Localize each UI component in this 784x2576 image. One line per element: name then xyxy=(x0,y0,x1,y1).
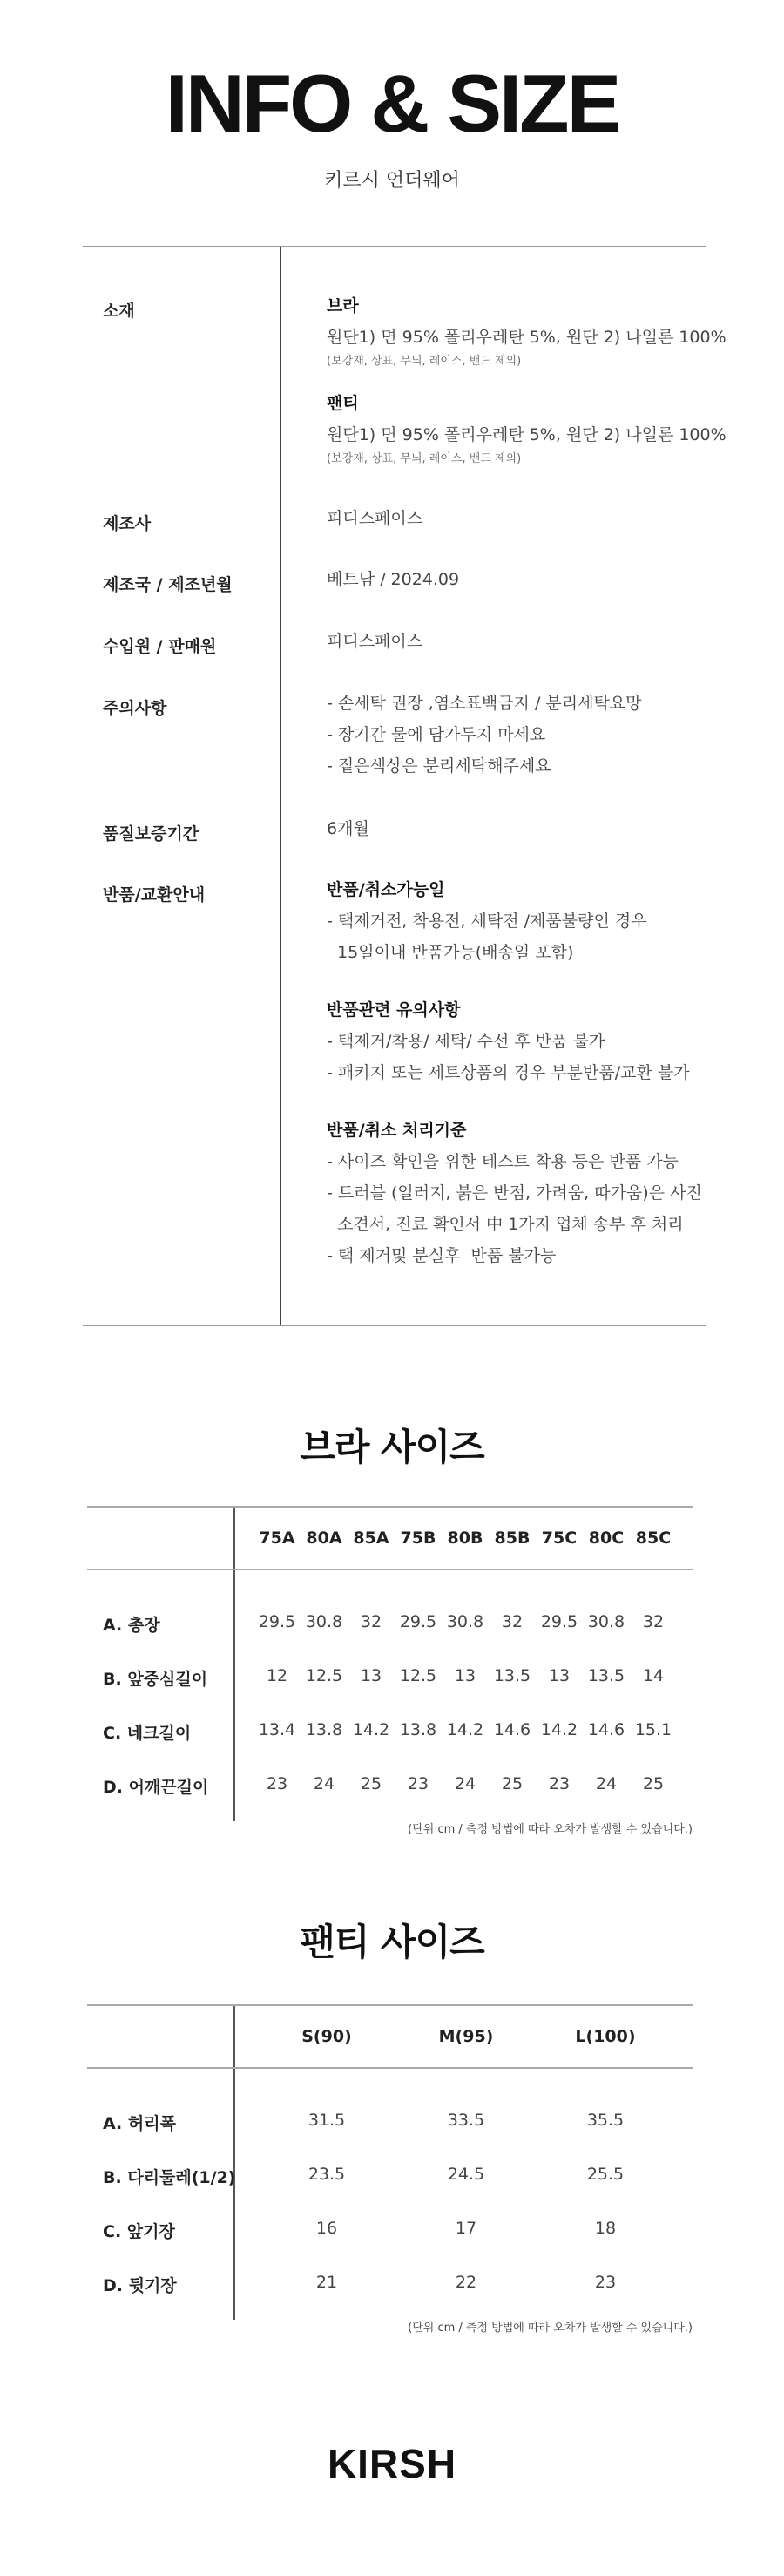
bra-size-title: 브라 사이즈 xyxy=(300,1426,484,1468)
bra-size-col: 75A xyxy=(259,1529,295,1548)
table-cell: 23 xyxy=(407,1774,429,1793)
table-cell: 13 xyxy=(548,1666,571,1685)
material-panty-note: (보강재, 상표, 무늬, 레이스, 밴드 제외) xyxy=(327,452,522,465)
table-cell: 23.5 xyxy=(308,2165,346,2184)
table-cell: 22 xyxy=(455,2273,477,2292)
returns-section-title: 반품/취소가능일 xyxy=(327,880,445,899)
column-divider xyxy=(280,247,281,1325)
table-cell: 18 xyxy=(594,2219,617,2238)
material-label: 소재 xyxy=(103,302,135,321)
table-cell: 32 xyxy=(642,1612,665,1631)
table-cell: 23 xyxy=(594,2273,617,2292)
panty-size-col: S(90) xyxy=(301,2027,352,2046)
table-cell: 13.5 xyxy=(493,1666,531,1685)
table-cell: 12.5 xyxy=(399,1666,437,1685)
bra-size-col: 80B xyxy=(447,1529,483,1548)
table-row-label: A. 총장 xyxy=(103,1616,160,1635)
table-cell: 17 xyxy=(455,2219,477,2238)
table-cell: 32 xyxy=(360,1612,382,1631)
returns-line: - 택제거전, 착용전, 세탁전 /제품불량인 경우 xyxy=(327,912,647,931)
column-divider xyxy=(233,1508,235,1821)
table-cell: 25 xyxy=(642,1774,665,1793)
table-cell: 35.5 xyxy=(586,2111,625,2130)
returns-line: - 트러블 (일러지, 붉은 반점, 가려움, 따가움)은 사진 xyxy=(327,1183,702,1203)
table-cell: 13 xyxy=(360,1666,382,1685)
bra-size-col: 75C xyxy=(541,1529,578,1548)
table-cell: 25.5 xyxy=(586,2165,625,2184)
table-cell: 29.5 xyxy=(258,1612,296,1631)
returns-section-title: 반품관련 유의사항 xyxy=(327,1000,461,1020)
importer-value: 피디스페이스 xyxy=(327,632,423,651)
panty-size-col: L(100) xyxy=(575,2027,636,2046)
table-row-label: B. 앞중심길이 xyxy=(103,1670,208,1689)
table-cell: 15.1 xyxy=(634,1720,672,1739)
table-row-label: D. 어깨끈길이 xyxy=(103,1778,209,1797)
table-cell: 13.8 xyxy=(399,1720,437,1739)
table-cell: 32 xyxy=(501,1612,524,1631)
manufacturer-value: 피디스페이스 xyxy=(327,509,423,528)
table-cell: 14.2 xyxy=(446,1720,484,1739)
page-subtitle: 키르시 언더웨어 xyxy=(324,170,460,192)
table-cell: 21 xyxy=(315,2273,338,2292)
table-cell: 30.8 xyxy=(587,1612,625,1631)
bra-size-col: 85C xyxy=(635,1529,672,1548)
table-row-label: B. 다리둘레(1/2) xyxy=(103,2168,236,2187)
header-divider xyxy=(87,1569,693,1570)
origin-label: 제조국 / 제조년월 xyxy=(103,575,233,594)
table-cell: 13.8 xyxy=(305,1720,343,1739)
table-cell: 23 xyxy=(266,1774,288,1793)
header-divider xyxy=(87,2067,693,2069)
material-bra-text: 원단1) 면 95% 폴리우레탄 5%, 원단 2) 나일론 100% xyxy=(327,328,727,347)
caution-line: - 손세탁 권장 ,염소표백금지 / 분리세탁요망 xyxy=(327,694,642,713)
panty-size-table xyxy=(87,2004,693,2320)
column-divider xyxy=(233,2006,235,2320)
material-panty-text: 원단1) 면 95% 폴리우레탄 5%, 원단 2) 나일론 100% xyxy=(327,425,727,444)
bra-size-table xyxy=(87,1506,693,1821)
table-cell: 24 xyxy=(454,1774,476,1793)
caution-line: - 짙은색상은 분리세탁해주세요 xyxy=(327,756,551,776)
origin-value: 베트남 / 2024.09 xyxy=(327,570,460,589)
table-cell: 14 xyxy=(642,1666,665,1685)
table-cell: 30.8 xyxy=(305,1612,343,1631)
returns-line: 15일이내 반품가능(배송일 포함) xyxy=(327,943,574,962)
bra-size-col: 85A xyxy=(353,1529,389,1548)
manufacturer-label: 제조사 xyxy=(103,514,152,533)
table-row-label: C. 네크길이 xyxy=(103,1724,192,1743)
table-cell: 13 xyxy=(454,1666,476,1685)
caution-line: - 장기간 물에 담가두지 마세요 xyxy=(327,725,546,744)
table-cell: 12.5 xyxy=(305,1666,343,1685)
product-info-table xyxy=(83,246,727,1326)
table-cell: 14.6 xyxy=(493,1720,531,1739)
returns-label: 반품/교환안내 xyxy=(103,885,206,905)
table-cell: 13.4 xyxy=(258,1720,296,1739)
warranty-value: 6개월 xyxy=(327,819,369,838)
table-cell: 23 xyxy=(548,1774,571,1793)
table-cell: 31.5 xyxy=(308,2111,346,2130)
bra-size-col: 85B xyxy=(494,1529,531,1548)
importer-label: 수입원 / 판매원 xyxy=(103,637,217,656)
unit-note: (단위 cm / 측정 방법에 따라 오차가 발생할 수 있습니다.) xyxy=(408,1823,693,1836)
bra-size-col: 80A xyxy=(306,1529,342,1548)
table-cell: 30.8 xyxy=(446,1612,484,1631)
brand-logo: KIRSH xyxy=(327,2441,457,2486)
table-cell: 24 xyxy=(595,1774,618,1793)
returns-line: - 사이즈 확인을 위한 테스트 착용 등은 반품 가능 xyxy=(327,1152,679,1171)
returns-section-title: 반품/취소 처리기준 xyxy=(327,1121,467,1140)
bra-size-col: 75B xyxy=(400,1529,436,1548)
unit-note: (단위 cm / 측정 방법에 따라 오차가 발생할 수 있습니다.) xyxy=(408,2322,693,2335)
returns-line: - 택제거/착용/ 세탁/ 수선 후 반품 불가 xyxy=(327,1032,605,1051)
table-cell: 29.5 xyxy=(540,1612,578,1631)
caution-label: 주의사항 xyxy=(103,699,167,718)
returns-line: - 택 제거및 분실후 반품 불가능 xyxy=(327,1246,557,1265)
page-title: INFO & SIZE xyxy=(165,58,619,149)
panty-size-title: 팬티 사이즈 xyxy=(300,1921,484,1963)
table-cell: 25 xyxy=(501,1774,524,1793)
warranty-label: 품질보증기간 xyxy=(103,824,199,844)
table-row-label: C. 앞기장 xyxy=(103,2222,175,2241)
bra-size-col: 80C xyxy=(588,1529,625,1548)
table-row-label: D. 뒷기장 xyxy=(103,2276,177,2295)
material-bra-title: 브라 xyxy=(327,296,359,315)
table-cell: 16 xyxy=(315,2219,338,2238)
table-cell: 14.2 xyxy=(540,1720,578,1739)
material-panty-title: 팬티 xyxy=(327,394,359,413)
table-cell: 29.5 xyxy=(399,1612,437,1631)
table-row-label: A. 허리폭 xyxy=(103,2114,176,2133)
table-cell: 24.5 xyxy=(447,2165,485,2184)
returns-line: 소견서, 진료 확인서 中 1가지 업체 송부 후 처리 xyxy=(327,1215,684,1234)
table-cell: 25 xyxy=(360,1774,382,1793)
table-cell: 14.6 xyxy=(587,1720,625,1739)
table-cell: 13.5 xyxy=(587,1666,625,1685)
table-cell: 14.2 xyxy=(352,1720,390,1739)
table-cell: 12 xyxy=(266,1666,288,1685)
returns-line: - 패키지 또는 세트상품의 경우 부분반품/교환 불가 xyxy=(327,1063,690,1082)
table-cell: 33.5 xyxy=(447,2111,485,2130)
material-bra-note: (보강재, 상표, 무늬, 레이스, 밴드 제외) xyxy=(327,355,522,368)
table-cell: 24 xyxy=(313,1774,335,1793)
panty-size-col: M(95) xyxy=(438,2027,494,2046)
